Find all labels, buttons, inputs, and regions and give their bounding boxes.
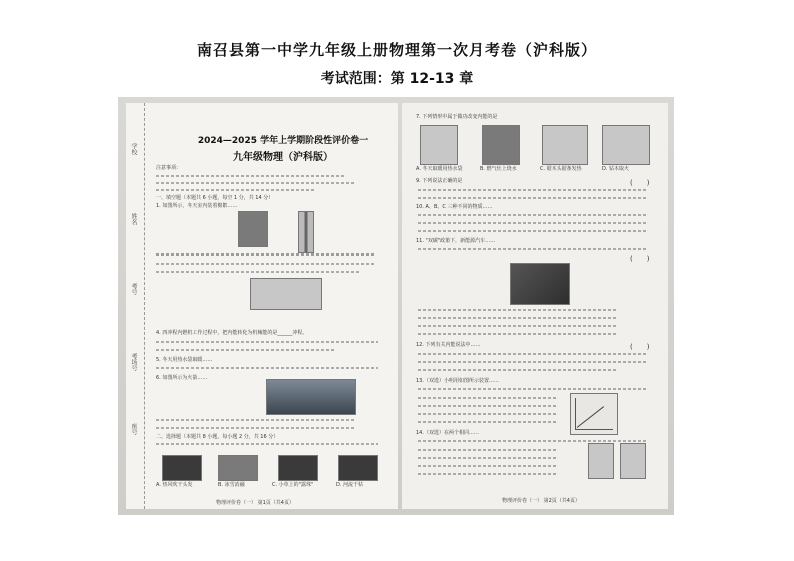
- q1-figure: [238, 211, 268, 247]
- choice-a-label: A. 热风吹干头发: [156, 482, 193, 488]
- q7-figure-c: [542, 125, 588, 165]
- question-11: 11. "双碳"政策下，新能源汽车……: [416, 238, 496, 244]
- section-two-title: 二、选择题（本题共 8 小题，每小题 2 分，共 16 分）: [156, 434, 279, 440]
- notice-label: 注意事项：: [156, 165, 182, 171]
- choice-d-photo: [338, 455, 378, 481]
- q7-figure-b: [482, 125, 520, 165]
- q7-choice-c: C. 锯木头锯条发热: [540, 166, 582, 172]
- choice-b-label: B. 冰雪消融: [218, 482, 245, 488]
- q7-figure-d: [602, 125, 650, 165]
- page-subheading: 九年级物理（沪科版）: [233, 152, 333, 163]
- question-14: 14.（双选）在两个相同……: [416, 430, 479, 436]
- right-page: 7. 下列情形中属于做功改变内能的是 A. 冬天取暖用热水袋 B. 燃气灶上烧水 C. 锯木头锯条发热 D. 钻木取火 9. 下列说法正确的是 ( ) 10. A、B、C 三种不同的物质…… 11. "双碳"政策下，新能源汽车…… ( ) 12. 下列有关内能说法中…… ( ) 13.（双选）小明用如图所示装置…… 14.（双选）在两个相同…… 物理评价卷（一） 第2页（共4页）: [402, 103, 668, 509]
- q7-figure-a: [420, 125, 458, 165]
- binding-label-seat: 座号: [130, 423, 137, 435]
- rocket-launch-photo: [266, 379, 356, 415]
- section-one-title: 一、填空题（本题共 6 小题，每空 1 分，共 14 分）: [156, 195, 274, 201]
- choice-b-photo: [218, 455, 258, 481]
- beaker-figure-a: [588, 443, 614, 479]
- page-heading: 2024—2025 学年上学期阶段性评价卷一: [197, 136, 369, 146]
- binding-label-name: 姓名: [130, 213, 137, 225]
- q3-apparatus-figure: [250, 278, 322, 310]
- question-4: 4. 四冲程内燃机工作过程中，把内能转化为机械能的是______冲程。: [156, 330, 308, 336]
- ev-charging-photo: [510, 263, 570, 305]
- binding-label-room: 考场号: [130, 353, 137, 371]
- binding-label-id: 考号: [130, 283, 137, 295]
- document-title: 南召县第一中学九年级上册物理第一次月考卷（沪科版）: [196, 41, 597, 59]
- right-page-footer: 物理评价卷（一） 第2页（共4页）: [502, 498, 580, 504]
- q7-choice-a: A. 冬天取暖用热水袋: [416, 166, 463, 172]
- question-9: 9. 下列说法正确的是: [416, 178, 463, 184]
- question-1: 1. 如图所示，冬天室内装着棉絮……: [156, 203, 238, 209]
- choice-c-label: C. 小草上的"露珠": [272, 482, 314, 488]
- temperature-time-graph: [570, 393, 618, 435]
- question-13: 13.（双选）小明用如图所示装置……: [416, 378, 499, 384]
- choice-a-photo: [162, 455, 202, 481]
- choice-c-photo: [278, 455, 318, 481]
- thermometer-figure: [298, 211, 314, 253]
- question-12: 12. 下列有关内能说法中……: [416, 342, 481, 348]
- binding-label-school: 学校: [130, 143, 137, 155]
- exam-scope: 考试范围：第 12-13 章: [320, 71, 474, 87]
- question-5: 5. 冬天用热水袋取暖……: [156, 357, 213, 363]
- left-page-footer: 物理评价卷（一） 第1页（共4页）: [216, 500, 294, 506]
- exam-paper-photo: [118, 97, 674, 515]
- question-7: 7. 下列情形中属于做功改变内能的是: [416, 114, 498, 120]
- question-10: 10. A、B、C 三种不同的物质……: [416, 204, 493, 210]
- q7-choice-d: D. 钻木取火: [602, 166, 630, 172]
- beaker-figure-b: [620, 443, 646, 479]
- question-6: 6. 如图所示为火箭……: [156, 375, 208, 381]
- left-page: [126, 103, 398, 509]
- q7-choice-b: B. 燃气灶上烧水: [480, 166, 517, 172]
- choice-d-label: D. 河流干枯: [336, 482, 364, 488]
- binding-strip: [126, 103, 145, 509]
